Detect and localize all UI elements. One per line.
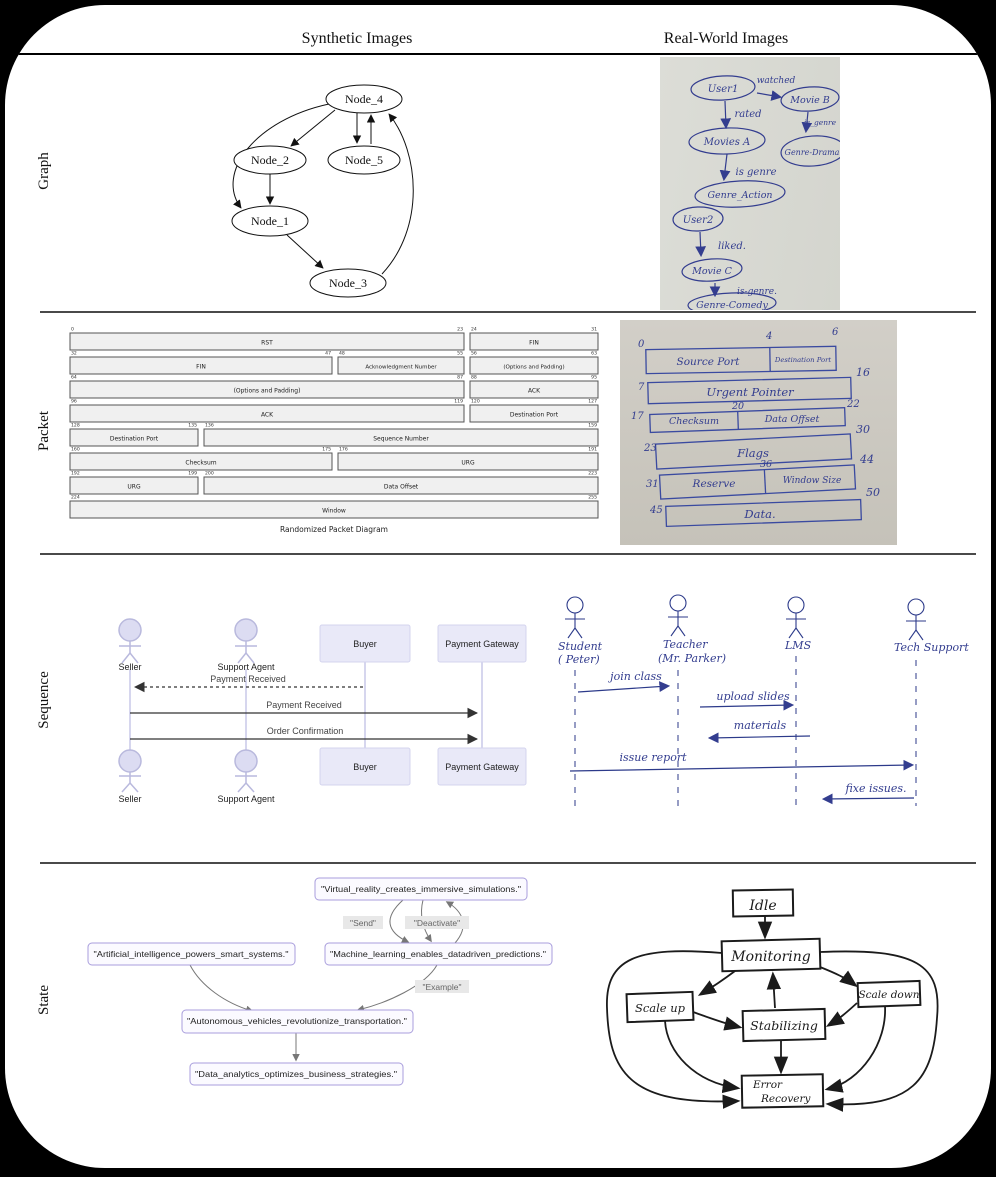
bit-number: 48 [339, 351, 345, 357]
row-divider-graph-packet [40, 311, 976, 313]
message-label: Order Confirmation [266, 726, 344, 736]
packet-cell-label: Destination Port [509, 411, 559, 419]
real-actor-sub: (Mr. Parker) [658, 652, 727, 665]
synthetic-packet-diagram [68, 322, 600, 537]
graph-node-1: Node_1 [251, 214, 289, 228]
bit-number: 191 [588, 447, 597, 453]
real-graph-photo [660, 57, 840, 310]
real-sequence-drawing [558, 578, 991, 813]
real-graph-node-movieB: Movie B [790, 95, 830, 106]
packet-cell-label: URG [461, 459, 475, 467]
real-packet-num: 0 [638, 339, 645, 350]
bit-number: 119 [454, 399, 463, 405]
bit-number: 47 [325, 351, 331, 357]
header-divider [5, 53, 991, 55]
bit-number: 159 [588, 423, 597, 429]
real-state-stabilizing: Stabilizing [750, 1018, 818, 1033]
real-graph-edge-watched: watched [756, 76, 796, 86]
real-graph-edge-rated: rated [734, 109, 762, 120]
column-header-real: Real-World Images [663, 30, 789, 47]
real-actor-name: LMS [785, 639, 812, 652]
real-actor-sub: ( Peter) [558, 653, 600, 666]
real-packet-num: 22 [847, 399, 860, 410]
real-state-scale-down: Scale down [858, 989, 920, 1001]
packet-cell-label: FIN [529, 339, 539, 347]
real-state-idle: Idle [749, 898, 777, 914]
message-label: Payment Received [210, 674, 286, 684]
bit-number: 223 [588, 471, 597, 477]
real-graph-drawing [660, 57, 840, 310]
bit-number: 87 [457, 375, 463, 381]
actor-label: Buyer [353, 762, 377, 772]
real-packet-num: 44 [860, 453, 874, 466]
real-packet-field: Window Size [782, 476, 842, 486]
bit-number: 31 [591, 327, 597, 333]
real-message-label: join class [610, 670, 662, 683]
row-divider-sequence-state [40, 862, 976, 864]
actor-label: Seller [118, 662, 142, 672]
real-packet-num: 6 [832, 327, 839, 338]
actor-label: Buyer [353, 639, 377, 649]
bit-number: 160 [71, 447, 80, 453]
real-actors [565, 595, 926, 640]
real-state-monitoring: Monitoring [731, 949, 811, 965]
bit-number: 128 [71, 423, 80, 429]
bit-number: 24 [471, 327, 477, 333]
real-graph-node-user2: User2 [682, 215, 714, 226]
bit-number: 192 [71, 471, 80, 477]
real-graph-node-user1: User1 [707, 84, 739, 95]
real-state-scale-up: Scale up [634, 1001, 686, 1015]
real-packet-field: Data. [744, 507, 776, 521]
real-message-label: materials [733, 719, 787, 732]
row-label-sequence: Sequence [36, 671, 52, 729]
bit-number: 120 [471, 399, 480, 405]
packet-cell-label: Checksum [185, 459, 217, 467]
real-packet-num: 7 [638, 382, 645, 393]
edge-label-send: "Send" [350, 918, 376, 928]
real-packet-num: 23 [644, 443, 657, 454]
real-packet-num: 45 [650, 505, 663, 516]
column-header-synthetic: Synthetic Images [301, 30, 413, 47]
row-divider-packet-sequence [40, 553, 976, 555]
real-graph-node-genreAction: Genre_Action [707, 190, 773, 201]
real-packet-num: 31 [646, 479, 659, 490]
packet-cell-label: Acknowledgment Number [365, 364, 437, 371]
bit-number: 175 [322, 447, 331, 453]
packet-cell-label: ACK [260, 411, 274, 419]
packet-cell-label: Sequence Number [373, 435, 429, 443]
bit-number: 95 [591, 375, 597, 381]
row-label-state: State [36, 985, 52, 1015]
actor-seller-bottom [119, 750, 141, 792]
synthetic-sequence-diagram [100, 613, 540, 805]
graph-node-4: Node_4 [345, 92, 383, 106]
actor-label: Payment Gateway [445, 762, 519, 772]
real-packet-field: Flags [737, 446, 769, 460]
row-label-graph: Graph [36, 152, 52, 190]
real-graph-node-genreComedy: Genre-Comedy [696, 300, 768, 310]
state-node-da: "Data_analytics_optimizes_business_strategies." [195, 1070, 398, 1079]
graph-edges [233, 104, 413, 274]
actor-label: Support Agent [217, 794, 275, 804]
graph-nodes [232, 85, 402, 297]
bit-number: 127 [588, 399, 597, 405]
real-packet-num: 50 [866, 486, 880, 499]
graph-node-5: Node_5 [345, 153, 383, 167]
real-packet-num: 16 [856, 366, 870, 379]
real-actor-name: Teacher [663, 638, 708, 651]
packet-cell-label: FIN [196, 363, 206, 371]
real-packet-field: Reserve [692, 478, 736, 490]
real-packet-num: 4 [766, 331, 773, 342]
actor-label: Support Agent [217, 662, 275, 672]
state-node-ml: "Machine_learning_enables_datadriven_predictions." [330, 950, 547, 959]
real-packet-field: Urgent Pointer [706, 385, 794, 399]
bit-number: 135 [188, 423, 197, 429]
real-actor-name: Tech Support [894, 641, 969, 654]
actor-support-agent-top [235, 619, 257, 663]
real-state-error-line1: Error [753, 1079, 783, 1091]
bit-number: 64 [71, 375, 77, 381]
real-packet-num: 17 [631, 411, 644, 422]
bit-number: 88 [471, 375, 477, 381]
real-message-label: issue report [619, 751, 687, 764]
graph-node-3: Node_3 [329, 276, 367, 290]
real-packet-field: Data Offset [764, 414, 820, 425]
actor-seller-top [119, 619, 141, 663]
real-message-label: fixe issues. [845, 782, 907, 795]
actor-label: Seller [118, 794, 142, 804]
real-packet-field: Source Port [676, 356, 740, 368]
packet-cell-label: Window [322, 507, 346, 515]
bit-number: 255 [588, 495, 597, 501]
message-label: Payment Received [266, 700, 342, 710]
bit-number: 199 [188, 471, 197, 477]
bit-number: 200 [205, 471, 214, 477]
packet-cell-label: ACK [527, 387, 541, 395]
real-packet-photo [620, 320, 897, 545]
state-node-av: "Autonomous_vehicles_revolutionize_transportation." [187, 1017, 408, 1026]
real-graph-node-movieC: Movie C [692, 266, 732, 277]
bit-number: 23 [457, 327, 463, 333]
packet-cell-label: RST [261, 339, 273, 347]
bit-number: 63 [591, 351, 597, 357]
packet-cell-label: Destination Port [109, 435, 159, 443]
graph-node-2: Node_2 [251, 153, 289, 167]
state-node-ai: "Artificial_intelligence_powers_smart_systems." [93, 950, 289, 959]
synthetic-state-diagram [85, 872, 560, 1097]
packet-cell-label: URG [127, 483, 141, 491]
real-graph-edge-liked: liked. [718, 241, 746, 252]
real-graph-edge-isgenreC: is-genre. [737, 287, 777, 297]
real-actor-name: Student [558, 640, 603, 653]
state-node-vr: "Virtual_reality_creates_immersive_simulations." [321, 885, 522, 894]
bit-number: 56 [471, 351, 477, 357]
real-packet-field: Destination Port [774, 356, 832, 364]
packet-cell-label: (Options and Padding) [233, 387, 301, 395]
bit-number: 176 [339, 447, 348, 453]
edge-label-example: "Example" [422, 982, 462, 992]
real-state-error-line2: Recovery [761, 1093, 811, 1105]
bit-number: 55 [457, 351, 463, 357]
packet-cells [70, 333, 598, 518]
real-graph-edge-isgenreB: is_genre [803, 118, 837, 127]
packet-cell-label: (Options and Padding) [503, 364, 565, 371]
actor-label: Payment Gateway [445, 639, 519, 649]
real-message-label: upload slides [716, 690, 790, 703]
real-state-drawing [595, 878, 983, 1126]
row-label-packet: Packet [36, 411, 52, 451]
real-packet-field: Checksum [668, 416, 720, 427]
bit-number: 96 [71, 399, 77, 405]
bit-number: 32 [71, 351, 77, 357]
packet-cell-label: Data Offset [383, 483, 419, 491]
real-packet-boxes [646, 346, 862, 526]
actor-support-agent-bottom [235, 750, 257, 792]
synthetic-graph-diagram [185, 78, 475, 308]
state-nodes [88, 878, 552, 1085]
edge-label-deactivate: "Deactivate" [413, 918, 461, 928]
real-graph-edge-isgenreA: is genre [735, 167, 777, 178]
bit-number: 136 [205, 423, 214, 429]
bit-number: 0 [71, 327, 74, 333]
bit-number: 224 [71, 495, 80, 501]
real-packet-drawing [620, 320, 897, 545]
real-packet-num: 30 [856, 423, 870, 436]
figure-paper [5, 5, 991, 1168]
real-packet-num: 36 [760, 459, 773, 470]
real-graph-node-genreDrama: Genre-Drama [784, 148, 840, 157]
real-packet-num: 20 [732, 401, 745, 412]
packet-caption: Randomized Packet Diagram [280, 525, 388, 534]
real-graph-node-moviesA: Movies A [703, 137, 751, 148]
